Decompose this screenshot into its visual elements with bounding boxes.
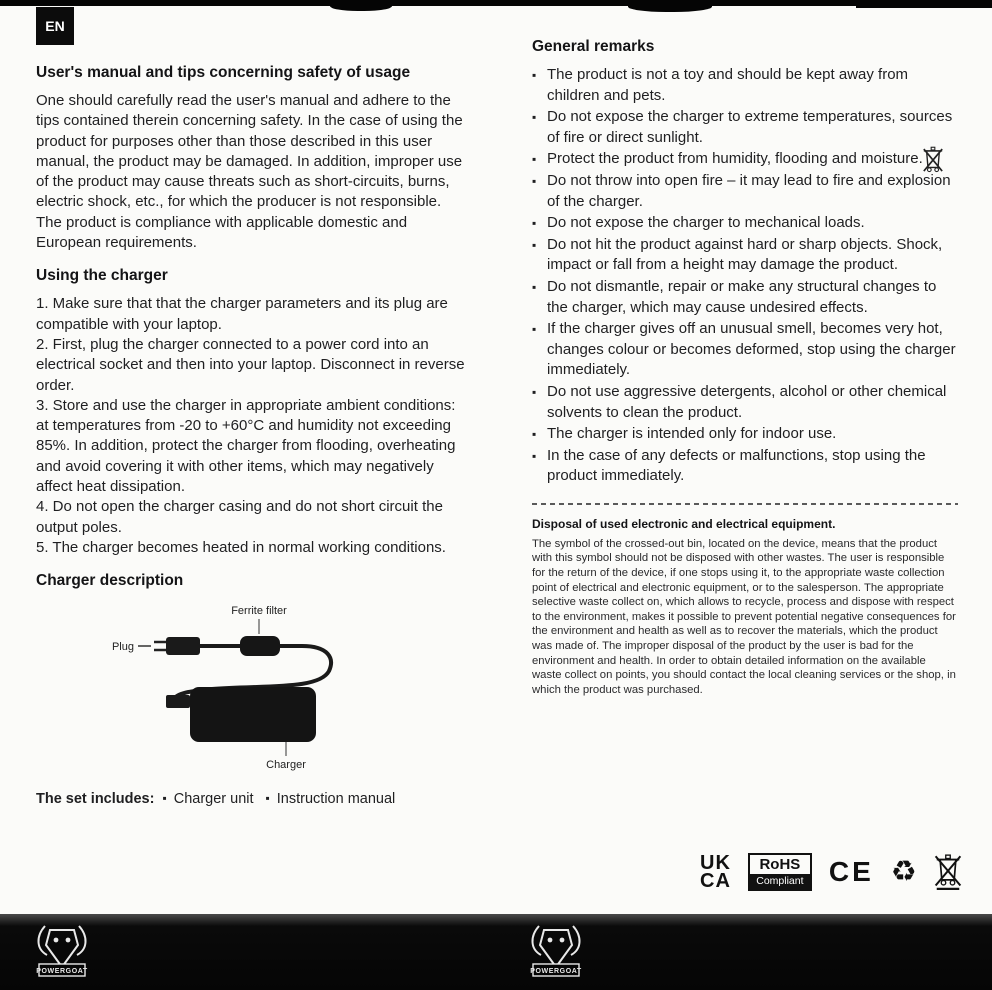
powergoat-logo	[33, 922, 91, 980]
left-column	[36, 64, 468, 807]
remark-item: ▪ The charger is intended only for indoor use.	[532, 424, 958, 445]
disposal-body: The symbol of the crossed-out bin, located on the device, means that the product with this symbol should not be disposed with other wastes. The user is responsible for the return of the device, if one stops using it, to the appropriate waste collection point of electrical and electronic equipment, or to the salesperson. The appropriate selective waste collect on, which allows to recycle, process and dispose with respect to the environment, makes it possible to prevent potential negative consequences for the environment and health as well as to recover the materials, which the product was made of. The improper disposal of the product by the user is bad for the environment and health. In order to obtain detailed information on the available waste collect on points, you should contact the local cleaning services or the shop, in which the product was purchased.	[532, 537, 956, 696]
remark-item: ▪ If the charger gives off an unusual smell, becomes very hot, changes colour or becomes deformed, stop using the charger immediately.	[532, 319, 958, 381]
remark-item: ▪ The product is not a toy and should be kept away from children and pets.	[532, 65, 958, 106]
remark-item: ▪ Protect the product from humidity, flooding and moisture.	[532, 149, 958, 170]
set-includes	[36, 791, 468, 807]
language-badge: EN	[36, 7, 74, 45]
ukca-line-ca: CA	[700, 870, 731, 892]
remark-item: ▪ Do not expose the charger to mechanical loads.	[532, 213, 958, 234]
powergoat-wordmark: POWERGOAT	[530, 968, 582, 975]
set-item: ▪ Instruction manual	[266, 791, 396, 807]
plug-label: Plug	[111, 641, 134, 654]
ukca-line-uk: UK	[700, 852, 731, 874]
dashed-divider	[532, 503, 958, 505]
scan-edge-top	[0, 0, 992, 6]
weee-bin-icon-small	[922, 146, 944, 176]
plug-body	[166, 637, 200, 655]
scan-smudge	[628, 0, 712, 12]
set-includes-label: The set includes:	[36, 791, 155, 808]
rohs-label: RoHS	[750, 855, 810, 874]
scan-smudge	[856, 0, 992, 8]
remark-item: ▪ Do not use aggressive detergents, alcohol or other chemical solvents to clean the product.	[532, 382, 958, 423]
step-item: 5. The charger becomes heated in normal working conditions.	[36, 538, 446, 556]
general-remarks-heading: General remarks	[532, 38, 655, 55]
powergoat-wordmark: POWERGOAT	[36, 968, 88, 975]
disposal-heading: Disposal of used electronic and electrical equipment.	[532, 516, 836, 531]
dc-connector	[166, 695, 190, 708]
weee-bin-icon	[934, 854, 962, 890]
step-item: 1. Make sure that that the charger parameters and its plug are compatible with your laptop.	[36, 295, 448, 333]
remark-item: ▪ Do not hit the product against hard or sharp objects. Shock, impact or fall from a height may damage the product.	[532, 235, 958, 276]
certification-marks	[700, 846, 962, 898]
ferrite-filter-label: Ferrite filter	[231, 605, 287, 618]
remark-item: ▪ Do not expose the charger to extreme temperatures, sources of fire or direct sunlight.	[532, 107, 958, 148]
right-column	[532, 38, 958, 697]
safety-body: One should carefully read the user's manual and adhere to the tips contained therein concerning safety. In the case of using the product for purposes other than those described in this user manual, the product may be damaged. In addition, improper use of the product may cause threats such as short-circuits, burns, electric shock, etc., for which the producer is not responsible. The product is compliance with applicable domestic and European requirements.	[36, 92, 463, 252]
step-item: 4. Do not open the charger casing and do not short circuit the output poles.	[36, 498, 443, 536]
scan-smudge	[330, 0, 392, 11]
step-item: 3. Store and use the charger in appropriate ambient conditions: at temperatures from -20 to +60°C and humidity not exceeding 85%. In addition, protect the charger from flooding, overheating and avoid covering it with other items, which may negatively affect heat dissipation.	[36, 396, 456, 496]
set-includes-items	[162, 791, 407, 807]
description-heading: Charger description	[36, 572, 184, 590]
footer-bar	[0, 914, 992, 990]
set-item: ▪ Charger unit	[162, 791, 253, 807]
rohs-compliant-label: Compliant	[750, 874, 810, 889]
charger-brick	[190, 687, 316, 742]
charger-diagram	[36, 600, 476, 775]
ukca-mark	[700, 854, 731, 890]
powergoat-logo	[527, 922, 585, 980]
rohs-mark	[748, 853, 812, 891]
step-item: 2. First, plug the charger connected to a power cord into an electrical socket and then into your laptop. Disconnect in reverse order.	[36, 335, 465, 394]
using-steps	[36, 294, 468, 558]
remark-item: ▪ Do not throw into open fire – it may lead to fire and explosion of the charger.	[532, 171, 958, 212]
ce-mark: CE	[828, 856, 874, 887]
safety-heading: User's manual and tips concerning safety of usage	[36, 64, 411, 81]
using-heading: Using the charger	[36, 267, 168, 285]
recycling-icon: ♻	[890, 856, 917, 888]
charger-label: Charger	[266, 759, 306, 772]
remark-item: ▪ In the case of any defects or malfunctions, stop using the product immediately.	[532, 446, 958, 487]
remark-item: ▪ Do not dismantle, repair or make any structural changes to the charger, which may cause undesired effects.	[532, 277, 958, 318]
ferrite-bead	[240, 636, 280, 656]
general-remarks-list	[532, 65, 958, 487]
